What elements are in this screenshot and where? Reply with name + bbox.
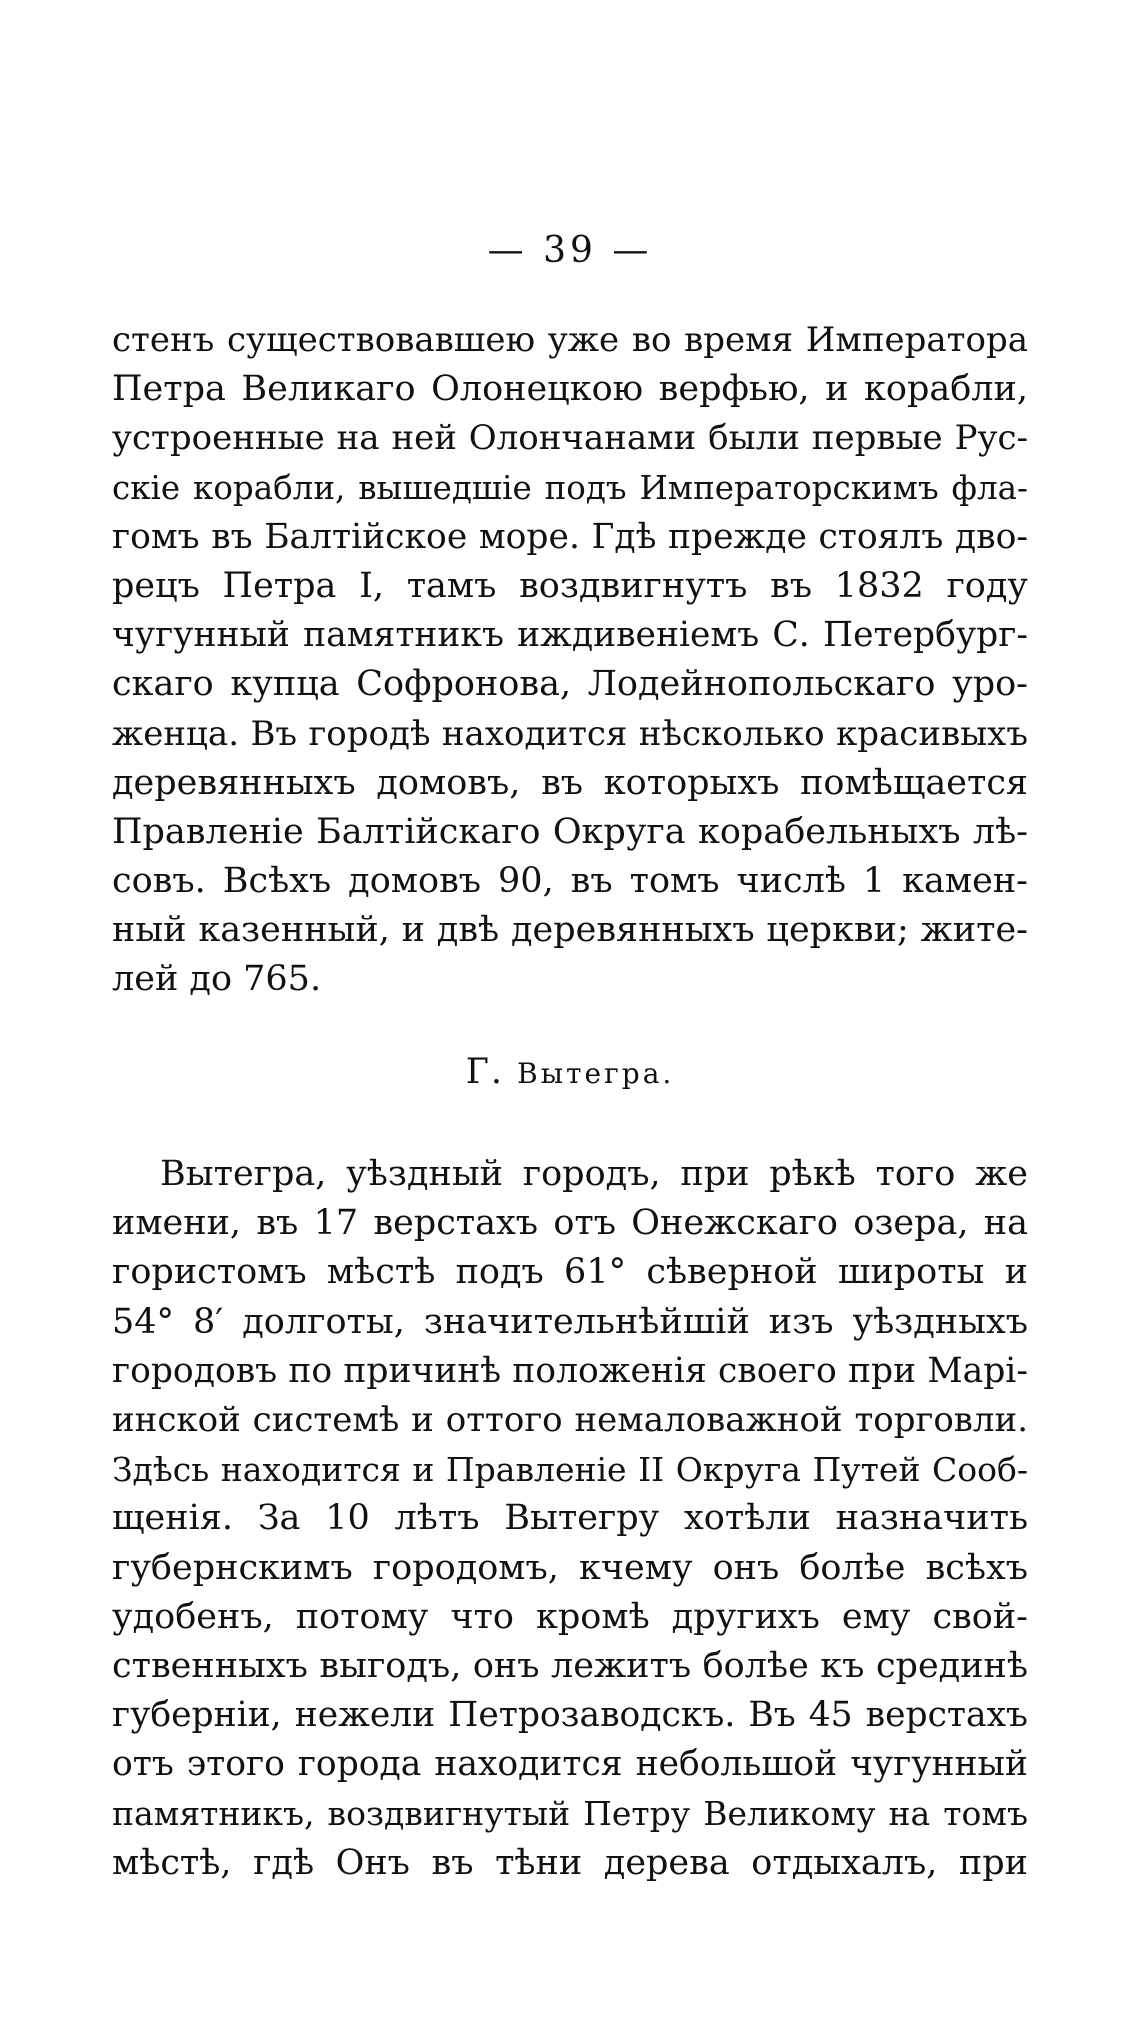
text-line: скіе корабли, вышедшіе подъ Императорскимъ фла- [112,468,1028,507]
text-line: Здѣсь находится и Правленіе II Округа Путей Сооб- [112,1450,1028,1490]
text-line: имени, въ 17 верстахъ отъ Онежскаго озера, на [112,1203,1028,1244]
paragraph-1 [112,316,1028,1005]
text-line: губерніи, нежели Петрозаводскъ. Въ 45 верстахъ [112,1695,1028,1736]
page-number: — 39 — [487,230,653,271]
text-line: стенъ существовавшею уже во время Императора [112,320,1028,360]
text-line: деревянныхъ домовъ, въ которыхъ помѣщается [112,762,1028,803]
text-line: инской системѣ и оттого немаловажной торговли. [112,1399,1028,1440]
text-line: женца. Въ городѣ находится нѣсколько красивыхъ [112,713,1028,754]
text-line: памятникъ, воздвигнутый Петру Великому на томъ [112,1794,1028,1834]
text-line: городовъ по причинѣ положенія своего при Марі- [112,1350,1028,1391]
text-line: Петра Великаго Олонецкою верфью, и корабли, [112,369,1028,410]
text-line: щенія. За 10 лѣтъ Вытегру хотѣли назначить [112,1498,1028,1539]
paragraph-2 [112,1150,1028,1888]
text-line: скаго купца Софронова, Лодейнопольскаго уро- [112,664,1028,705]
section-heading-prefix: Г. [465,1052,505,1092]
text-line: Вытегра, уѣздный городъ, при рѣкѣ того же [160,1154,1028,1194]
text-line: лей до 765. [112,959,322,1000]
text-line: устроенные на ней Олончанами были первые Рус- [112,418,1028,459]
text-line: ный казенный, и двѣ деревянныхъ церкви; жите- [112,910,1028,951]
text-line: чугунный памятникъ иждивеніемъ С. Петербург- [112,615,1028,656]
text-line: гомъ въ Балтійское море. Гдѣ прежде стоялъ дво- [112,516,1028,557]
section-heading-title: Вытегра. [517,1057,675,1090]
text-line: удобенъ, потому что кромѣ другихъ ему свой- [112,1596,1028,1637]
text-line: отъ этого города находится небольшой чугунный [112,1744,1028,1785]
section-heading [0,1052,1140,1092]
text-line: губернскимъ городомъ, кчему онъ болѣе всѣхъ [112,1547,1028,1588]
text-line: Правленіе Балтійскаго Округа корабельныхъ лѣ- [112,811,1028,852]
text-line: рецъ Петра I, тамъ воздвигнутъ въ 1832 году [112,565,1028,606]
text-line: мѣстѣ, гдѣ Онъ въ тѣни дерева отдыхалъ, при [112,1842,1028,1883]
text-line: совъ. Всѣхъ домовъ 90, въ томъ числѣ 1 камен- [112,861,1028,902]
text-line: ственныхъ выгодъ, онъ лежитъ болѣе къ срединѣ [112,1645,1028,1686]
text-line: 54° 8′ долготы, значительнѣйшій изъ уѣздныхъ [112,1301,1028,1342]
text-line: гористомъ мѣстѣ подъ 61° сѣверной широты и [112,1252,1028,1293]
